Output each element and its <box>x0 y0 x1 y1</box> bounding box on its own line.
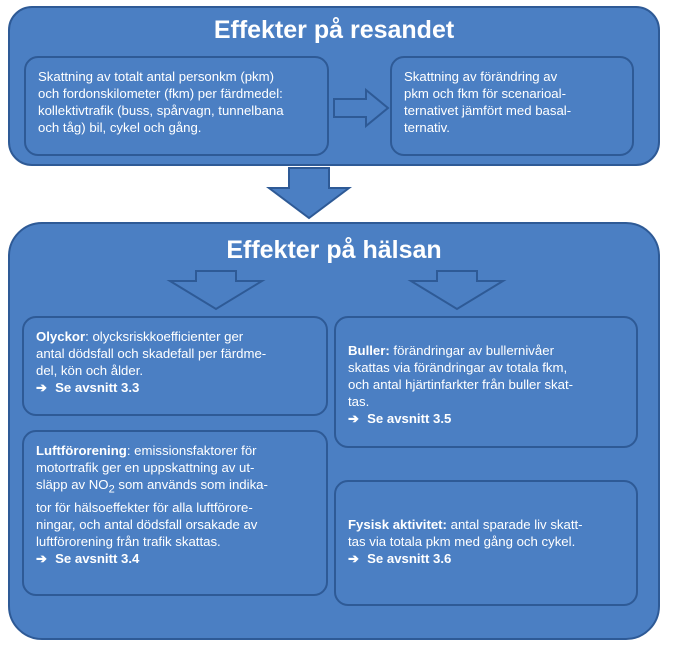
buller-heading: Buller: <box>348 343 390 358</box>
fysisk-heading: Fysisk aktivitet: <box>348 517 447 532</box>
arrow-right-icon: ➔ <box>36 380 48 395</box>
resandet-box-left <box>24 56 329 156</box>
olyckor-line-3: del, kön och ålder. <box>36 363 144 378</box>
resandet-title: Effekter på resandet <box>213 16 455 44</box>
luft-box <box>22 430 328 596</box>
resandet-left-line-4: och tåg) bil, cykel och gång. <box>38 120 202 135</box>
resandet-right-line-3: ternativet jämfört med basal- <box>404 103 572 118</box>
luft-line-3-sub: 2 <box>108 483 115 496</box>
down-arrow-right-icon <box>409 269 505 311</box>
buller-line-3: och antal hjärtinfarkter från buller skat- <box>348 377 574 392</box>
resandet-left-line-2: och fordonskilometer (fkm) per färdmedel: <box>38 86 283 101</box>
down-arrow-left-icon <box>168 269 264 311</box>
luft-ref-label: Se avsnitt 3.4 <box>55 550 140 566</box>
olyckor-ref-label: Se avsnitt 3.3 <box>55 380 140 395</box>
luft-heading: Luftförorening <box>36 443 127 458</box>
luft-line-5: ningar, och antal dödsfall orsakade av <box>36 516 258 532</box>
buller-ref[interactable] <box>348 410 624 427</box>
fysisk-ref-label: Se avsnitt 3.6 <box>367 551 452 566</box>
luft-ref[interactable] <box>36 550 314 567</box>
resandet-box-right <box>390 56 634 156</box>
halsan-title: Effekter på hälsan <box>226 236 442 264</box>
olyckor-ref[interactable] <box>36 379 314 396</box>
arrow-right-icon: ➔ <box>348 551 360 566</box>
arrow-right-icon: ➔ <box>36 550 48 566</box>
fysisk-line-2: tas via totala pkm med gång och cykel. <box>348 534 576 549</box>
resandet-right-line-4: ternativ. <box>404 120 450 135</box>
luft-line-6: luftförorening från trafik skattas. <box>36 533 221 549</box>
resandet-right-line-1: Skattning av förändring av <box>404 69 558 84</box>
buller-box <box>334 316 638 448</box>
luft-line-2: motortrafik ger en uppskattning av ut- <box>36 460 255 475</box>
luft-line-4: tor för hälsoeffekter för alla luftförore- <box>36 499 253 515</box>
fysisk-box <box>334 480 638 606</box>
luft-line-3a: släpp av NO <box>36 477 109 492</box>
halsan-panel <box>8 222 660 640</box>
resandet-panel <box>8 6 660 166</box>
buller-line-1: förändringar av bullernivåer <box>389 343 554 358</box>
right-arrow-icon <box>332 88 390 128</box>
resandet-right-line-2: pkm och fkm för scenarioal- <box>404 86 566 101</box>
olyckor-heading: Olyckor <box>36 329 86 344</box>
down-arrow-icon <box>267 166 351 220</box>
buller-ref-label: Se avsnitt 3.5 <box>367 411 452 426</box>
arrow-right-icon: ➔ <box>348 411 360 426</box>
luft-line-3b: som används som indika- <box>114 477 268 492</box>
olyckor-line-2: antal dödsfall och skadefall per färdme- <box>36 346 267 361</box>
luft-line-1: : emissionsfaktorer för <box>126 443 257 458</box>
buller-line-4: tas. <box>348 394 370 409</box>
resandet-left-line-1: Skattning av totalt antal personkm (pkm) <box>38 69 275 84</box>
olyckor-line-1: : olycksriskkoefficienter ger <box>85 329 244 344</box>
buller-line-2: skattas via förändringar av totala fkm, <box>348 360 568 375</box>
olyckor-box <box>22 316 328 416</box>
fysisk-ref[interactable] <box>348 550 624 567</box>
fysisk-line-1: antal sparade liv skatt- <box>446 517 583 532</box>
resandet-left-line-3: kollektivtrafik (buss, spårvagn, tunnelbana <box>38 103 284 118</box>
